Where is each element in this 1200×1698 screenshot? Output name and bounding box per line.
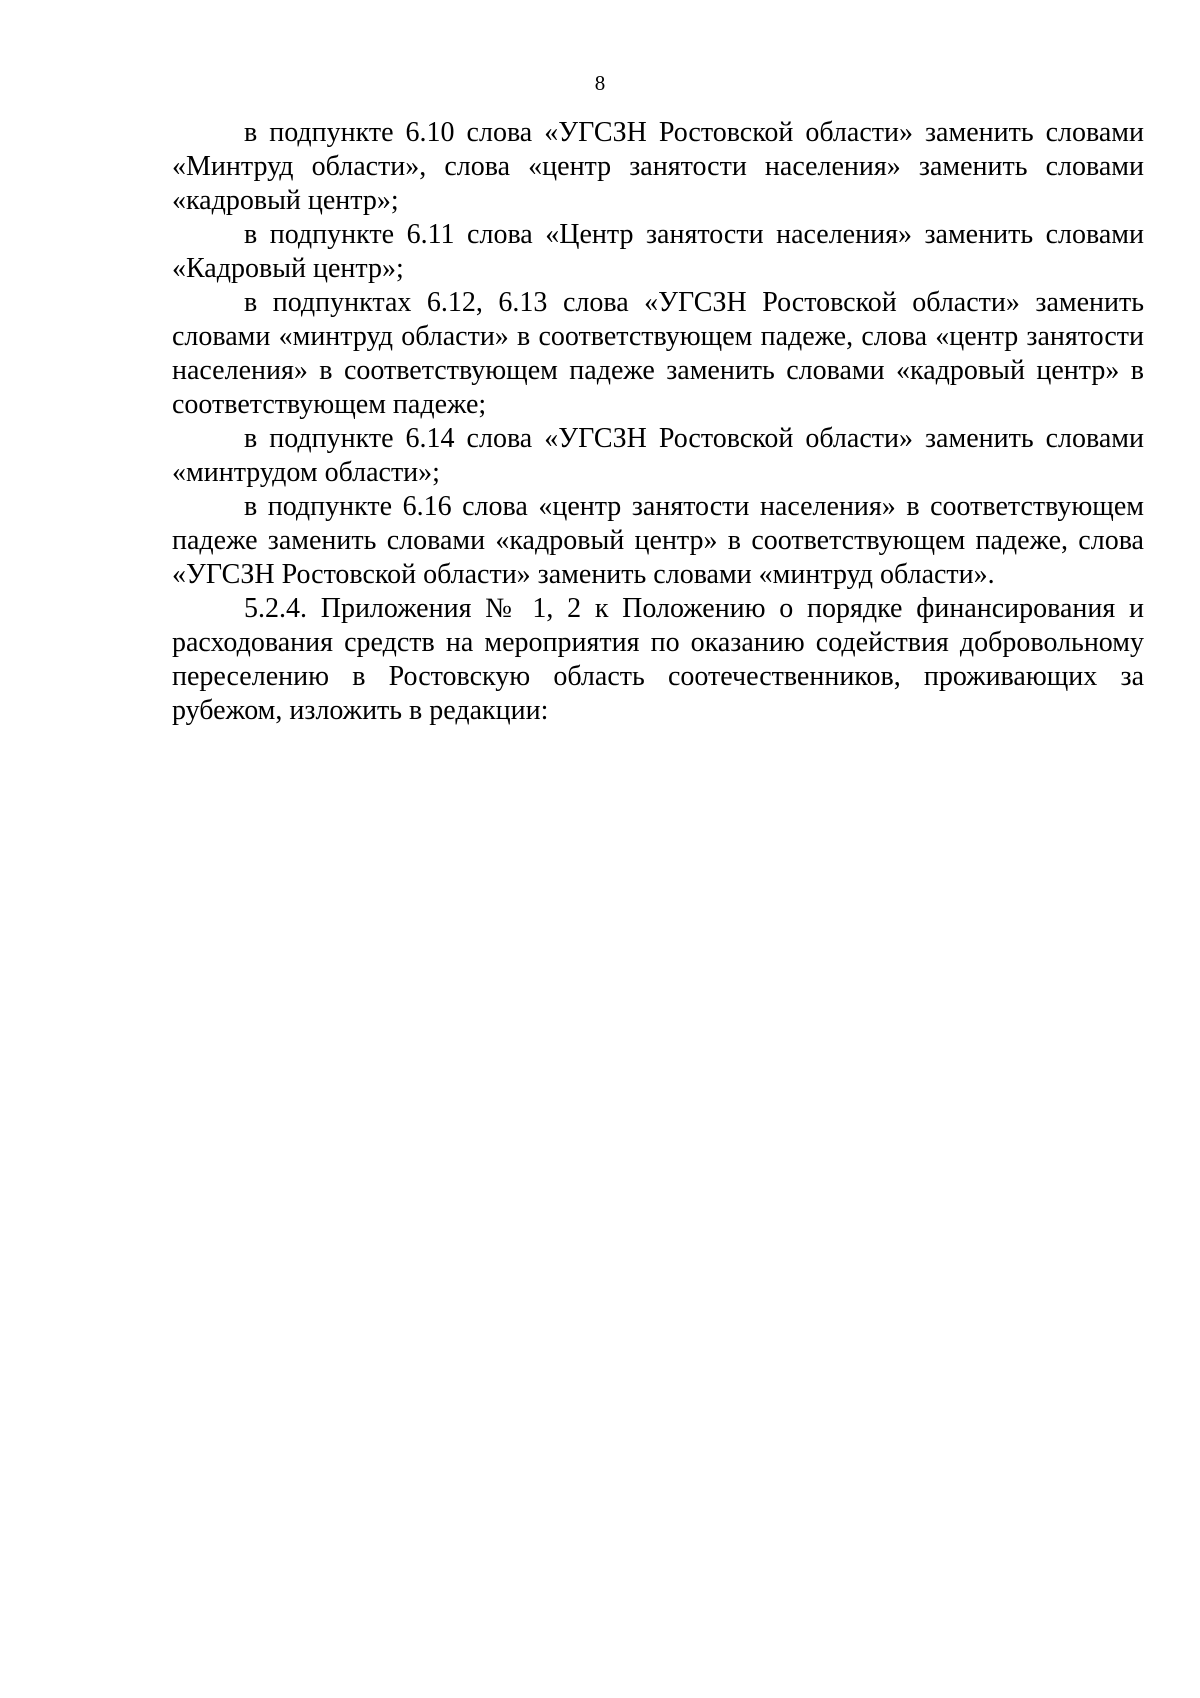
paragraph-subpoint-6-16: в подпункте 6.16 слова «центр занятости населения» в соответствующем падеже заменить словами «кадровый центр» в соответствующем падеже, слова «УГСЗН Ростовской области» заменить словами «минтруд области». xyxy=(172,491,1144,590)
paragraph-subpoints-6-12-6-13: в подпунктах 6.12, 6.13 слова «УГСЗН Ростовской области» заменить словами «минтруд области» в соответствующем падеже, слова «центр занятости населения» в соответствующем падеже заменить словами «кадровый центр» в соответствующем падеже; xyxy=(172,287,1144,420)
document-body xyxy=(172,116,1144,728)
page-number: 8 xyxy=(594,71,606,95)
paragraph-subpoint-6-14: в подпункте 6.14 слова «УГСЗН Ростовской области» заменить словами «минтрудом области»; xyxy=(172,423,1144,488)
paragraph-subpoint-6-11: в подпункте 6.11 слова «Центр занятости населения» заменить словами «Кадровый центр»; xyxy=(172,219,1144,284)
paragraph-subpoint-6-10: в подпункте 6.10 слова «УГСЗН Ростовской области» заменить словами «Минтруд области», слова «центр занятости населения» заменить словами «кадровый центр»; xyxy=(172,117,1144,216)
paragraph-5-2-4: 5.2.4. Приложения № 1, 2 к Положению о порядке финансирования и расходования средств на мероприятия по оказанию содействия добровольному переселению в Ростовскую область соотечественников, проживающих за рубежом, изложить в редакции: xyxy=(172,593,1144,726)
